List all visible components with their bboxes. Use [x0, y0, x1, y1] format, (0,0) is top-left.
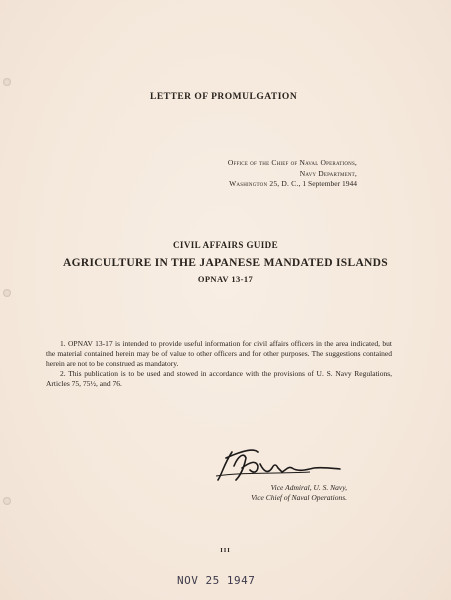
office-line-2: Navy Department,	[299, 168, 357, 178]
punch-hole	[3, 289, 11, 297]
signature	[214, 446, 344, 486]
signatory-block	[251, 483, 347, 503]
office-block	[228, 158, 357, 190]
guide-label: CIVIL AFFAIRS GUIDE	[173, 240, 278, 250]
punch-hole	[3, 78, 11, 86]
document-title: AGRICULTURE IN THE JAPANESE MANDATED ISLANDS	[63, 257, 388, 269]
office-line-1: Office of the Chief of Naval Operations,	[227, 158, 357, 167]
office-place: Washington 25, D. C.,	[229, 179, 301, 188]
signatory-office: Vice Chief of Naval Operations.	[251, 493, 347, 502]
page-number: III	[220, 547, 231, 554]
body-text	[46, 339, 392, 389]
signatory-title: Vice Admiral, U. S. Navy,	[270, 483, 347, 492]
office-line-3	[228, 179, 357, 190]
letter-heading: LETTER OF PROMULGATION	[150, 92, 298, 102]
punch-hole	[3, 497, 11, 505]
document-designation: OPNAV 13-17	[197, 274, 254, 284]
office-date: 1 September 1944	[300, 179, 357, 188]
paragraph-2: 2. This publication is to be used and stowed in accordance with the provisions of U. S. Navy Regulations, Articles 75, 75½, and 76.	[46, 369, 392, 388]
date-stamp: NOV 25 1947	[177, 574, 256, 587]
paragraph-1: 1. OPNAV 13-17 is intended to provide useful information for civil affairs officers in the area indicated, but the material contained herein may be of value to other officers and for other purposes. The suggestions contained herein are not to be construed as mandatory.	[46, 339, 392, 368]
